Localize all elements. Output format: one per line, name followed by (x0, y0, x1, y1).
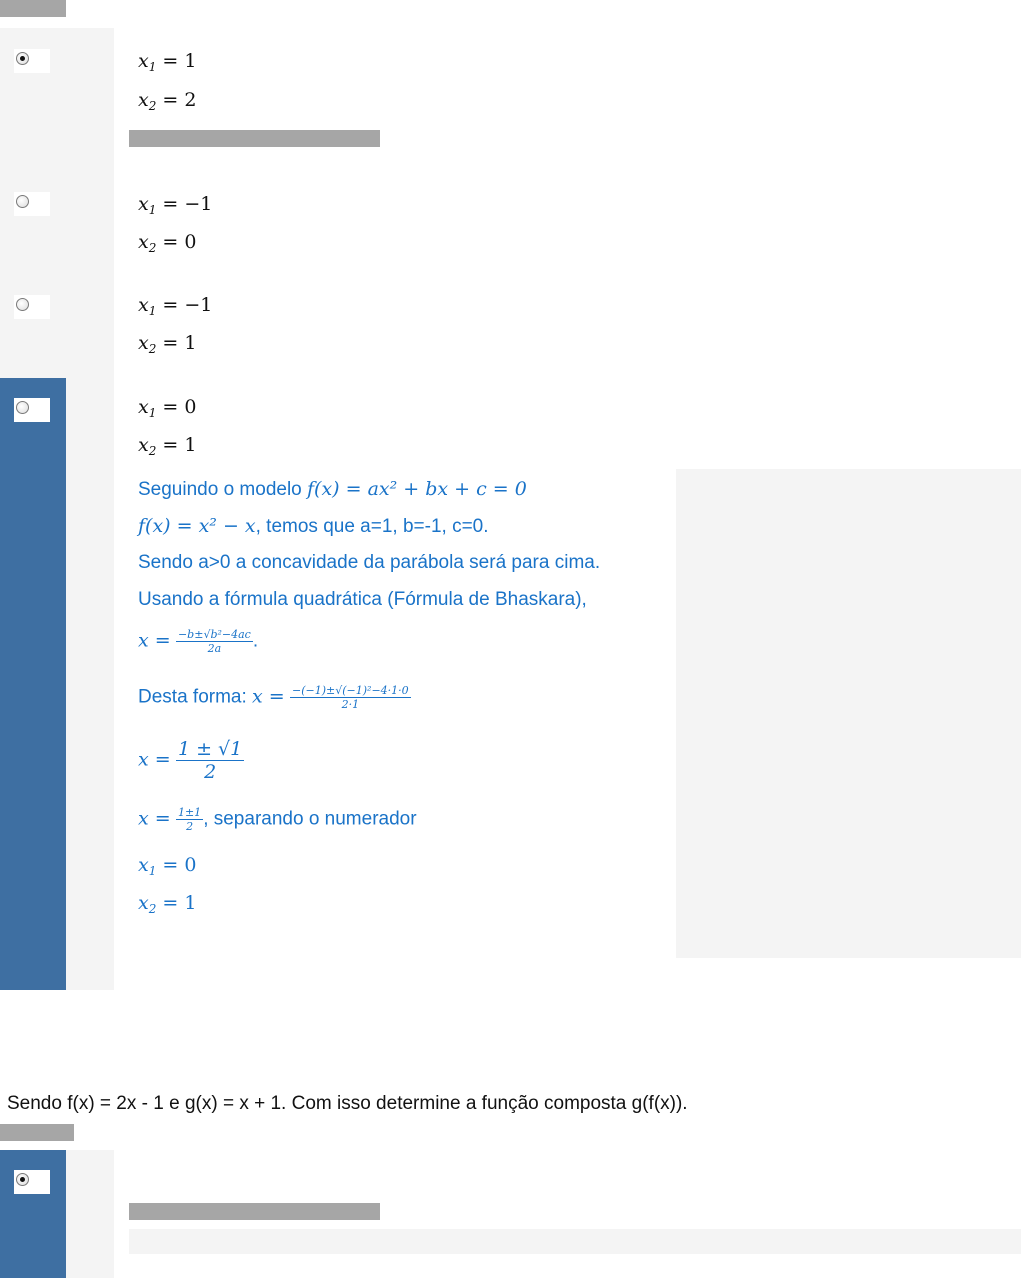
result-x2: $x_2 = 1$ (138, 892, 197, 916)
bhaskara-formula: x = $\frac{\text{−b±√b²−4ac}}{2a}$ . (138, 628, 259, 655)
radio-selected-dot (20, 56, 25, 61)
explanation-line-1: Seguindo o modelo f(x) = ax² + bx + c = 0 (138, 478, 527, 500)
option-4-x2: $x_2 = 1$ (138, 434, 197, 458)
question-2-header-bar (0, 1124, 74, 1141)
q2-option-1-radio[interactable] (14, 1170, 50, 1194)
explanation-line-2: f(x) = x² − x, temos que a=1, b=-1, c=0. (138, 515, 489, 537)
result-x1: $x_1 = 0$ (138, 854, 197, 878)
option-2-radio[interactable] (14, 192, 50, 216)
option-1-radio[interactable] (14, 49, 50, 73)
option-3-x2: $x_2 = 1$ (138, 332, 197, 356)
option-1-x2: $x_2 = 2$ (138, 89, 197, 113)
option-4-gutter (66, 378, 114, 990)
q2-option-1-feedback-bar (129, 1203, 380, 1220)
option-1-feedback-bar (129, 130, 380, 147)
header-bar (0, 0, 66, 17)
question-2-gutter (66, 1150, 114, 1278)
bhaskara-step-1: x = $\frac{1 \pm √1}{2}$ (138, 738, 243, 783)
option-2-x2: $x_2 = 0$ (138, 231, 197, 255)
explanation-line-3: Sendo a>0 a concavidade da parábola será para cima. (138, 552, 601, 573)
option-3-x1: $x_1 = -1$ (138, 294, 213, 318)
side-panel (676, 469, 1021, 958)
question-2-text: Sendo f(x) = 2x - 1 e g(x) = x + 1. Com isso determine a função composta g(f(x)). (7, 1093, 688, 1114)
q2-option-1-answer-box (129, 1229, 1021, 1254)
option-3-radio[interactable] (14, 295, 50, 319)
correct-answer-marker (0, 378, 66, 990)
explanation-line-4: Usando a fórmula quadrática (Fórmula de Bhaskara), (138, 589, 587, 610)
option-4-radio[interactable] (14, 398, 50, 422)
option-1-x1: $x_1 = 1$ (138, 50, 197, 74)
option-4-x1: $x_1 = 0$ (138, 396, 197, 420)
bhaskara-step-2: x = $\frac{1\pm 1}{2}$ , separando o numerador (138, 806, 417, 833)
bhaskara-substitution: Desta forma: x = $\frac{\text{−(−1)±√(−1)²−4·1·0}}{2\cdot 1}$ (138, 684, 409, 711)
option-2-x1: $x_1 = -1$ (138, 193, 213, 217)
